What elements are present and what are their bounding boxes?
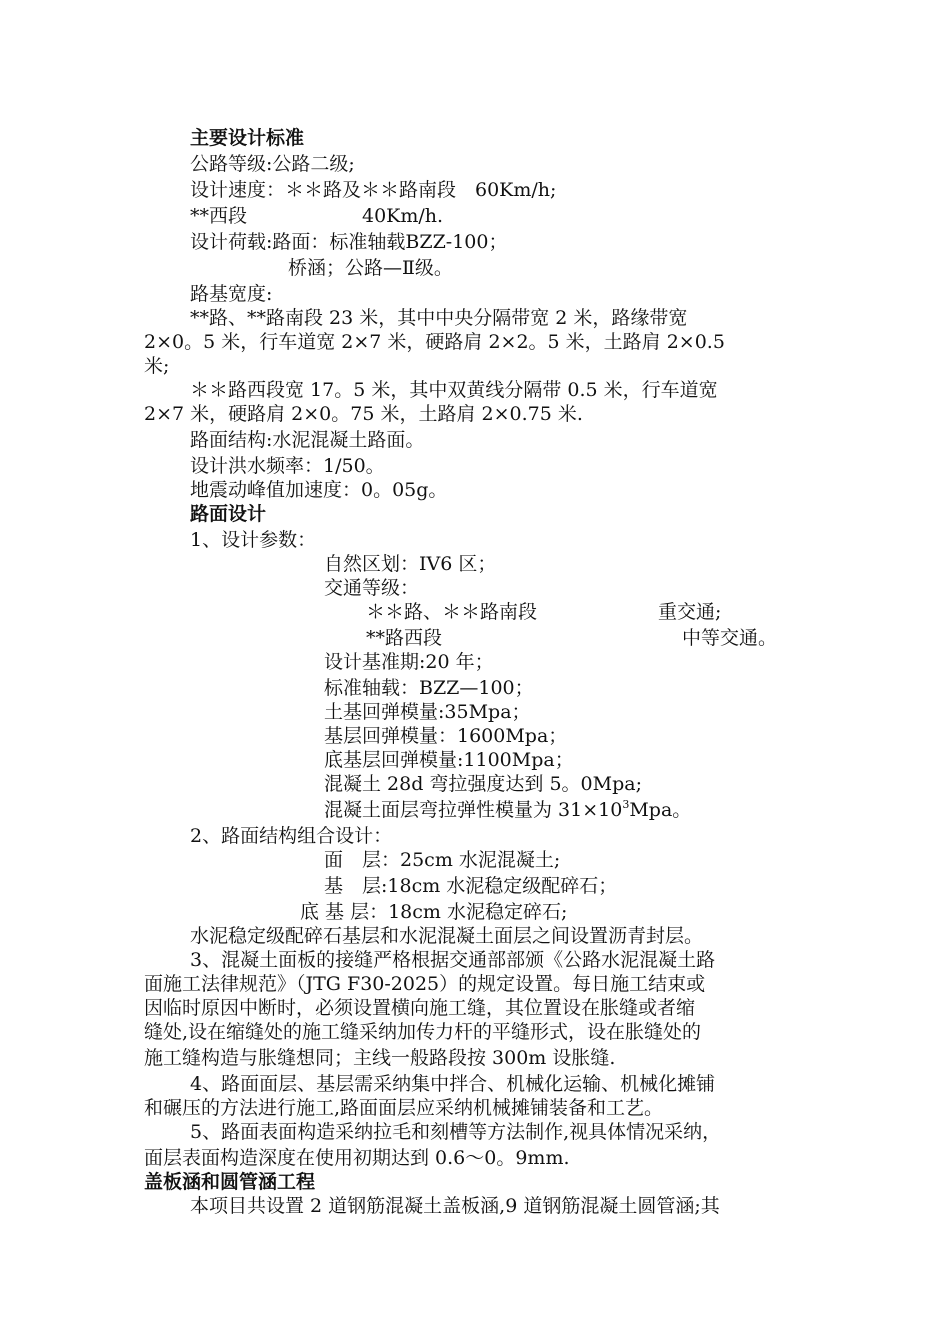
traffic-road-1: ＊＊路、＊＊路南段 <box>366 601 538 623</box>
joint-paragraph-line: 施工缝构造与胀缝想同；主线一般路段按 300m 设胀缝. <box>144 1047 616 1069</box>
layer-base: 基 层:18cm 水泥稳定级配碎石； <box>324 875 618 897</box>
joint-paragraph-line: 面施工法律规范》（JTG F30-2025）的规定设置。每日施工结束或 <box>144 973 706 995</box>
subbase-modulus: 底基层回弹模量:1100Mpa； <box>324 749 574 771</box>
design-load-2: 桥涵；公路—Ⅱ级。 <box>288 257 453 279</box>
layer-surface: 面 层：25cm 水泥混凝土; <box>324 849 561 871</box>
subgrade-paragraph-b-line: 2×7 米，硬路肩 2×0。75 米，土路肩 2×0.75 米. <box>144 403 583 425</box>
culvert-heading: 盖板涵和圆管涵工程 <box>144 1171 316 1193</box>
joint-paragraph-line: 3、混凝土面板的接缝严格根据交通部部颁《公路水泥混凝土路 <box>190 949 716 971</box>
traffic-level-1: 重交通; <box>658 601 722 623</box>
subgrade-paragraph-b-line: ＊＊路西段宽 17。5 米，其中双黄线分隔带 0.5 米，行车道宽 <box>190 379 718 401</box>
design-base-period: 设计基准期:20 年； <box>324 651 494 673</box>
joint-paragraph-line: 缝处,设在缩缝处的施工缝采纳加传力杆的平缝形式，设在胀缝处的 <box>144 1021 702 1043</box>
base-modulus: 基层回弹模量：1600Mpa； <box>324 725 568 747</box>
pavement-design-heading: 路面设计 <box>190 503 267 525</box>
subgrade-paragraph-a-line: **路、**路南段 23 米，其中中央分隔带宽 2 米，路缘带宽 <box>190 307 688 329</box>
design-speed-1: 设计速度：＊＊路及＊＊路南段 60Km/h; <box>190 179 557 201</box>
concrete-flexural-strength: 混凝土 28d 弯拉强度达到 5。0Mpa; <box>324 773 642 795</box>
design-load-1: 设计荷载:路面：标准轴载BZZ-100； <box>190 231 508 253</box>
seal-layer-note: 水泥稳定级配碎石基层和水泥混凝土面层之间设置沥青封层。 <box>190 925 704 947</box>
texture-paragraph-line: 面层表面构造深度在使用初期达到 0.6～0。9mm. <box>144 1147 570 1169</box>
layer-subbase: 底 基 层：18cm 水泥稳定碎石; <box>300 901 568 923</box>
pavement-structure: 路面结构:水泥混凝土路面。 <box>190 429 425 451</box>
natural-zone: 自然区划：IV6 区； <box>324 553 497 575</box>
construction-paragraph-line: 4、路面面层、基层需采纳集中拌合、机械化运输、机械化摊铺 <box>190 1073 716 1095</box>
elastic-modulus-unit: Mpa。 <box>629 799 692 821</box>
design-speed-2-label: **西段 <box>190 205 248 227</box>
standards-heading: 主要设计标准 <box>190 127 305 149</box>
flood-frequency: 设计洪水频率：1/50。 <box>190 455 385 477</box>
joint-paragraph-line: 因临时原因中断时，必须设置横向施工缝，其位置设在胀缝或者缩 <box>144 997 696 1019</box>
seismic-acceleration: 地震动峰值加速度：0。05g。 <box>190 479 448 501</box>
structure-combination-heading: 2、路面结构组合设计： <box>190 825 393 847</box>
road-grade: 公路等级:公路二级; <box>190 153 355 175</box>
texture-paragraph-line: 5、路面表面构造采纳拉毛和刻槽等方法制作,视具体情况采纳， <box>190 1121 722 1143</box>
construction-paragraph-line: 和碾压的方法进行施工,路面面层应采纳机械摊铺装备和工艺。 <box>144 1097 664 1119</box>
soil-modulus: 土基回弹模量:35Mpa； <box>324 701 531 723</box>
traffic-road-2: **路西段 <box>366 627 443 649</box>
traffic-grade-label: 交通等级： <box>324 577 420 599</box>
design-params-heading: 1、设计参数： <box>190 529 317 551</box>
culvert-paragraph-line: 本项目共设置 2 道钢筋混凝土盖板涵,9 道钢筋混凝土圆管涵;其 <box>190 1195 720 1217</box>
elastic-modulus-exponent: 3 <box>622 798 630 811</box>
design-speed-2-value: 40Km/h. <box>362 205 444 227</box>
subgrade-paragraph-a-line: 2×0。5 米，行车道宽 2×7 米，硬路肩 2×2。5 米，土路肩 2×0.5 <box>144 331 725 353</box>
concrete-elastic-modulus <box>324 798 691 822</box>
traffic-level-2: 中等交通。 <box>682 627 778 649</box>
standard-axle-load: 标准轴载：BZZ—100； <box>324 677 534 699</box>
subgrade-width-heading: 路基宽度: <box>190 283 273 305</box>
subgrade-paragraph-a-line: 米; <box>144 355 170 377</box>
elastic-modulus-text: 混凝土面层弯拉弹性模量为 31×10 <box>324 799 623 821</box>
